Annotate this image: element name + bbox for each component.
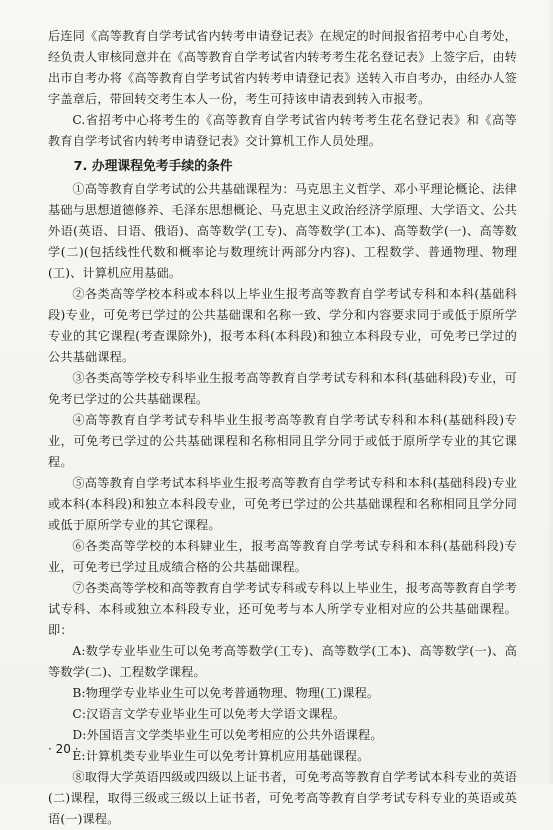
sub-item-e: E:计算机类专业毕业生可以免考计算机应用基础课程。 [72,749,370,763]
paragraph-item-4: ④高等教育自学考试专科毕业生报考高等教育自学考试专科和本科(基础科段)专业，可免考已学过的公共基础课程和名称相同且学分同于或低于原所学专业的其它课程。 [48,413,517,469]
paragraph-transfer-procedure-c: C.省招考中心将考生的《高等教育自学考试省内转考考生花名登记表》和《高等教育自学考试省内转考申请登记表》交计算机工作人员处理。 [48,113,517,148]
sub-item-b: B:物理学专业毕业生可以免考普通物理、物理(工)课程。 [72,686,380,700]
paragraph-transfer-procedure-continued: 后连同《高等教育自学考试省内转考申请登记表》在规定的时间报省招考中心自考处，经负责人审核同意并在《高等教育自学考试省内转考考生花名登记表》上签字后，由转出市自考办将《高等教育自学考试省内转考申请登记表》送转入市自考办，由经办人签字盖章后，带回转交考生本人一份，考生可持该申请表到转入市报考。 [48,29,517,106]
section-heading: 7. 办理课程免考手续的条件 [73,159,233,174]
paragraph-item-6: ⑥各类高等学校的本科肄业生，报考高等教育自学考试专科和本科(基础科段)专业，可免考已学过且成绩合格的公共基础课程。 [48,539,517,574]
paragraph-item-3: ③各类高等学校专科毕业生报考高等教育自学考试专科和本科(基础科段)专业，可免考已学过的公共基础课程。 [48,371,517,406]
scan-edge-shading [547,0,553,784]
paragraph-item-8: ⑧取得大学英语四级或四级以上证书者，可免考高等教育自学考试本科专业的英语(二)课程，取得三级或三级以上证书者，可免考高等教育自学考试专科专业的英语或英语(一)课程。 [48,770,517,826]
paragraph-item-5: ⑤高等教育自学考试本科毕业生报考高等教育自学考试专科和本科(基础科段)专业或本科(本科段)和独立本科段专业，可免考已学过的公共基础课程和名称相同且学分同或低于原所学专业的其它课程。 [48,476,517,532]
sub-item-d: D:外国语言文学类毕业生可以免考相应的公共外语课程。 [72,728,383,742]
paragraph-item-7: ⑦各类高等学校和高等教育自学考试专科或专科以上毕业生，报考高等教育自学考试专科、本科或独立本科段专业，还可免考与本人所学专业相对应的公共基础课程。即： [48,581,517,637]
sub-item-c: C:汉语言文学专业毕业生可以免考大学语文课程。 [72,707,346,721]
paragraph-item-1: ①高等教育自学考试的公共基础课程为：马克思主义哲学、邓小平理论概论、法律基础与思想道德修养、毛泽东思想概论、马克思主义政治经济学原理、大学语文、公共外语(英语、日语、俄语)、高等数学(工专)、高等数学(工本)、高等数学(一)、高等数学(二)(包括线性代数和概率论与数理统计两部分内容)、工程数学、普通物理、物理(工)、计算机应用基础。 [48,182,517,280]
paragraph-item-2: ②各类高等学校本科或本科以上毕业生报考高等教育自学考试专科和本科(基础科段)专业，可免考已学过的公共基础课和名称一致、学分和内容要求同于或低于原所学专业的其它课程(考查课除外)，报考本科(本科段)和独立本科段专业，可免考已学过的公共基础课程。 [48,287,517,364]
sub-item-a: A:数学专业毕业生可以免考高等数学(工专)、高等数学(工本)、高等数学(一)、高等数学(二)、工程数学课程。 [48,644,517,679]
page-number: · 20 · [48,742,79,756]
